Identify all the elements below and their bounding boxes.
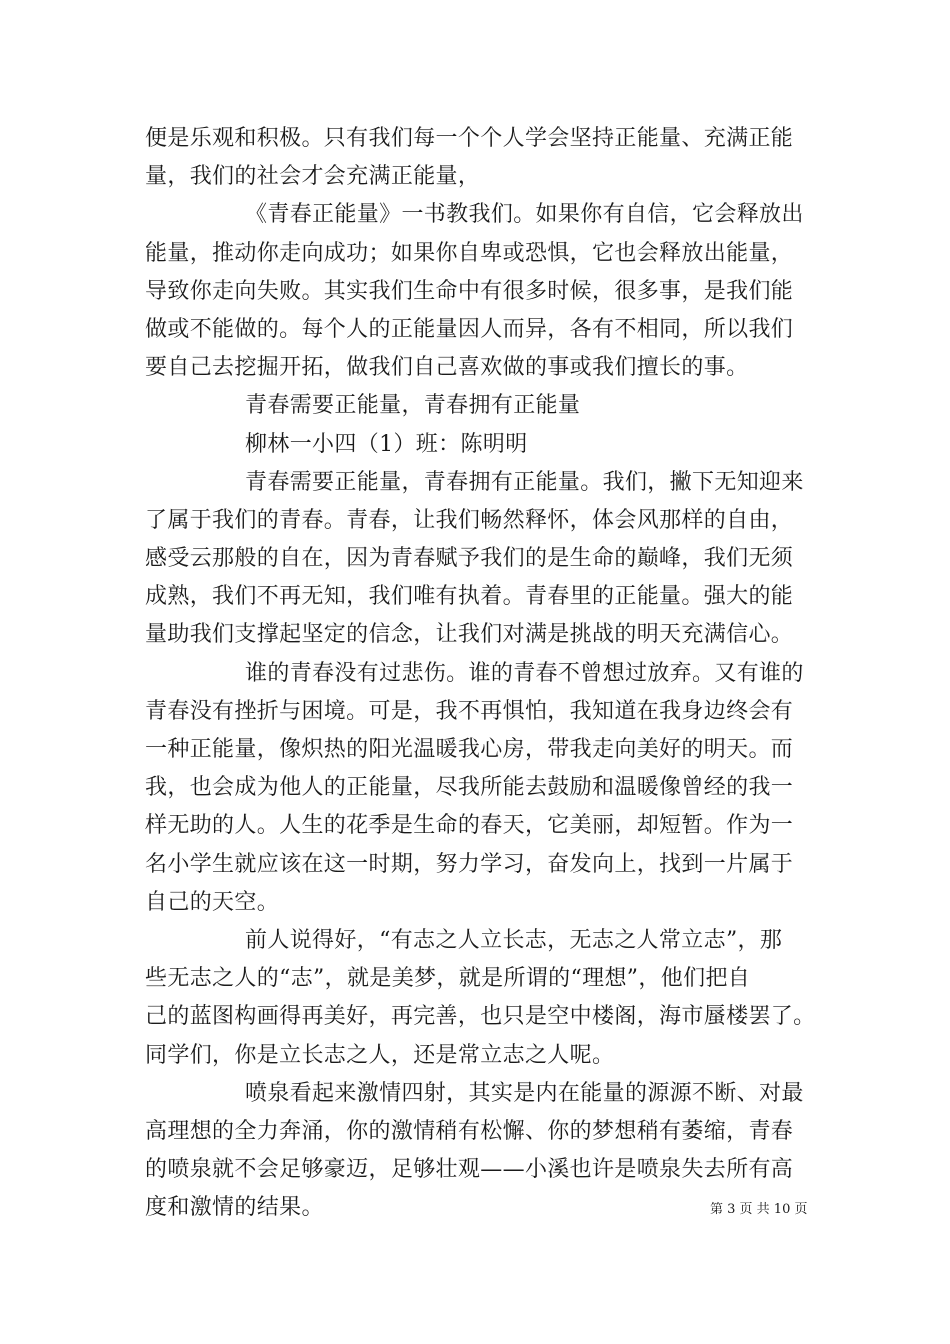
author-line: 柳林一小四（1）班：陈明明 [245,431,528,457]
essay-title: 青春需要正能量，青春拥有正能量 [245,393,581,419]
text-line: 自己的天空。 [145,889,280,915]
paragraph-start-line: 前人说得好，“有志之人立长志，无志之人常立志”，那 [245,927,783,953]
text-line: 便是乐观和积极。只有我们每一个个人学会坚持正能量、充满正能 [145,126,794,151]
paragraph-start-line: 喷泉看起来激情四射，其实是内在能量的源源不断、对最 [245,1080,804,1106]
text-line: 要自己去挖掘开拓，做我们自己喜欢做的事或我们擅长的事。 [145,355,749,381]
text-line: 感受云那般的自在，因为青春赋予我们的是生命的巅峰，我们无须 [145,546,794,572]
text-line: 的喷泉就不会足够豪迈，足够壮观——小溪也许是喷泉失去所有高 [145,1157,794,1183]
paragraph-start-line: 《青春正能量》一书教我们。如果你有自信，它会释放出 [245,202,804,228]
text-line: 名小学生就应该在这一时期，努力学习，奋发向上，找到一片属于 [145,851,794,877]
text-line: 些无志之人的“志”，就是美梦，就是所谓的“理想”，他们把自 [145,966,751,992]
text-line: 能量，推动你走向成功；如果你自卑或恐惧，它也会释放出能量， [145,240,794,266]
text-line: 了属于我们的青春。青春，让我们畅然释怀，体会风那样的自由， [145,507,794,533]
text-line: 导致你走向失败。其实我们生命中有很多时候，很多事，是我们能 [145,278,794,304]
text-line: 量，我们的社会才会充满正能量， [145,164,481,190]
page-number-footer: 第 3 页 共 10 页 [710,1202,808,1217]
text-line: 做或不能做的。每个人的正能量因人而异，各有不相同，所以我们 [145,316,794,342]
text-line: 一种正能量，像炽热的阳光温暖我心房，带我走向美好的明天。而 [145,737,794,762]
text-line: 度和激情的结果。 [145,1195,324,1221]
document-body [145,120,815,1227]
text-line: 量助我们支撑起坚定的信念，让我们对满是挑战的明天充满信心。 [145,622,794,648]
text-line: 青春没有挫折与困境。可是，我不再惧怕，我知道在我身边终会有 [145,698,794,724]
text-line: 同学们，你是立长志之人，还是常立志之人呢。 [145,1042,615,1068]
text-line: 己的蓝图构画得再美好，再完善，也只是空中楼阁，海市蜃楼罢了。 [145,1004,816,1030]
paragraph-start-line: 青春需要正能量，青春拥有正能量。我们，撇下无知迎来 [245,469,804,495]
text-line: 我，也会成为他人的正能量，尽我所能去鼓励和温暖像曾经的我一 [145,775,794,801]
paragraph-start-line: 谁的青春没有过悲伤。谁的青春不曾想过放弃。又有谁的 [245,660,804,686]
text-line: 样无助的人。人生的花季是生命的春天，它美丽，却短暂。作为一 [145,813,794,839]
text-line: 高理想的全力奔涌，你的激情稍有松懈、你的梦想稍有萎缩，青春 [145,1118,794,1144]
text-line: 成熟，我们不再无知，我们唯有执着。青春里的正能量。强大的能 [145,584,794,610]
